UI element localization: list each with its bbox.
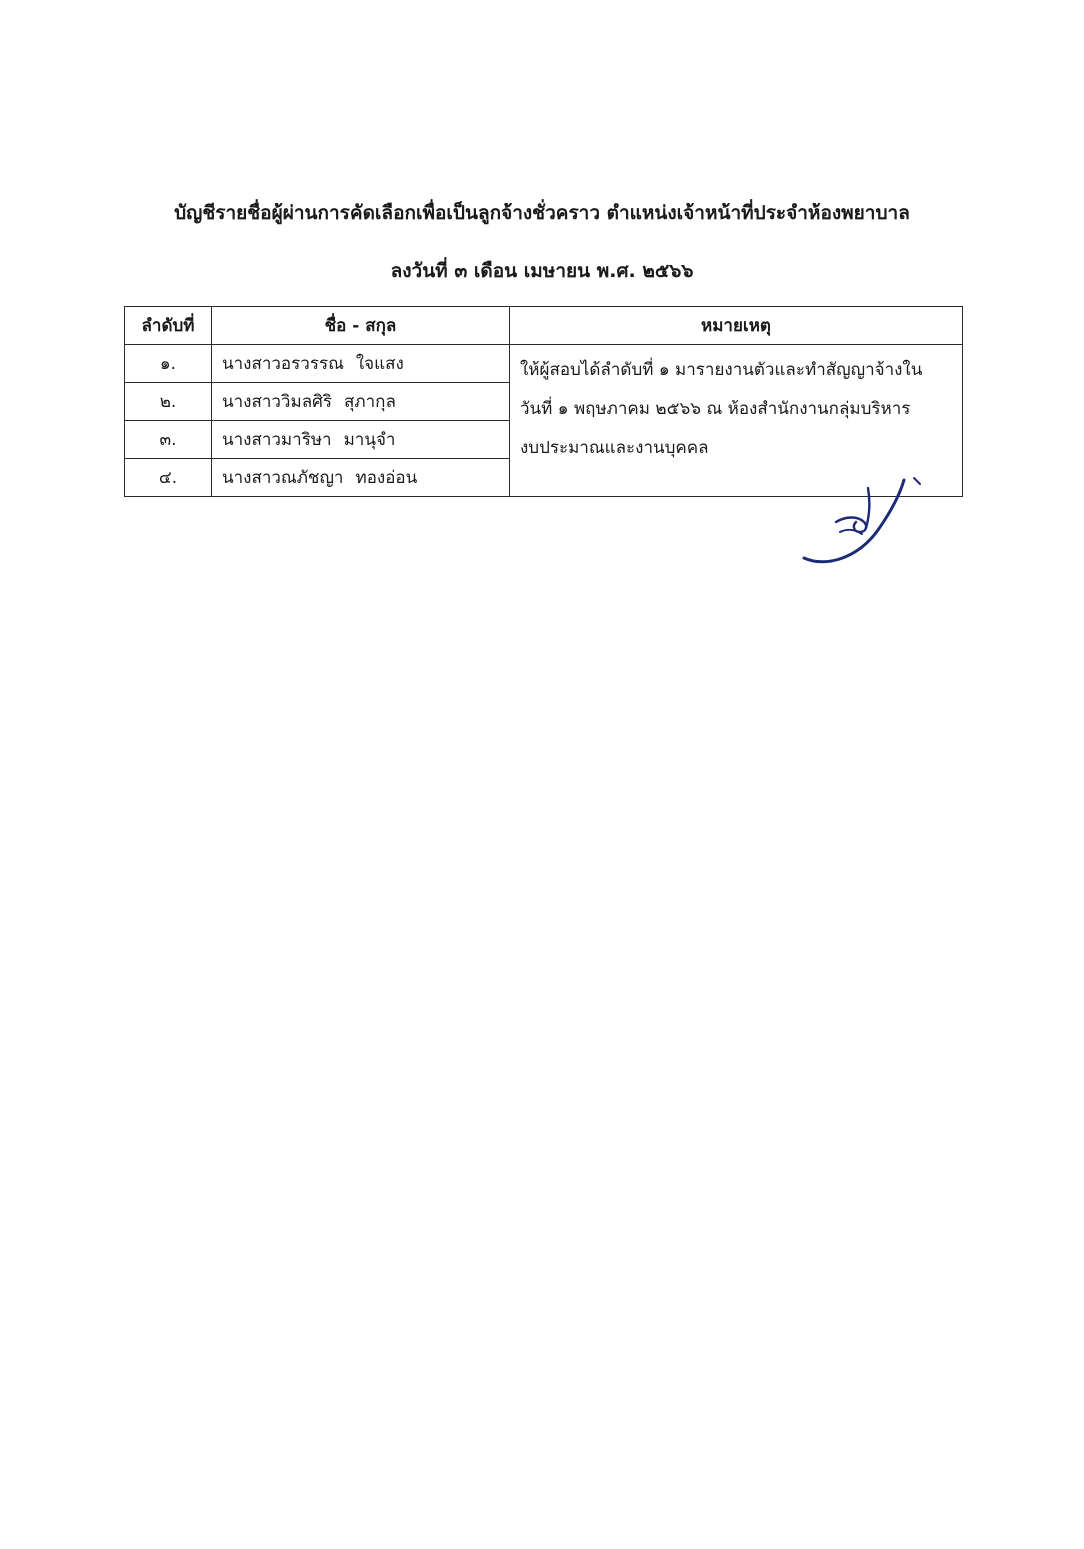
last-name: ทองอ่อน	[355, 468, 418, 488]
row-name	[212, 459, 510, 497]
row-name	[212, 383, 510, 421]
document-date: ลงวันที่ ๓ เดือน เมษายน พ.ศ. ๒๕๖๖	[390, 260, 694, 282]
last-name: สุภากุล	[344, 392, 396, 412]
table-row	[125, 345, 963, 383]
header-name: ชื่อ - สกุล	[212, 307, 510, 345]
first-name: นางสาวณภัชญา	[222, 468, 344, 488]
last-name: มานุจำ	[343, 430, 396, 450]
first-name: นางสาวอรวรรณ	[222, 354, 344, 374]
results-table	[124, 306, 963, 497]
note-line: งบประมาณและงานบุคคล	[520, 438, 709, 458]
row-order: ๑.	[125, 345, 212, 383]
signature-strokes	[804, 478, 920, 562]
first-name: นางสาวมาริษา	[222, 430, 332, 450]
last-name: ใจแสง	[355, 354, 404, 374]
header-note: หมายเหตุ	[510, 307, 963, 345]
row-order: ๓.	[125, 421, 212, 459]
document-title: บัญชีรายชื่อผู้ผ่านการคัดเลือกเพื่อเป็นลูกจ้างชั่วคราว ตำแหน่งเจ้าหน้าที่ประจำห้องพยาบาล	[174, 202, 910, 224]
row-name	[212, 421, 510, 459]
row-name	[212, 345, 510, 383]
row-order: ๔.	[125, 459, 212, 497]
note-line: วันที่ ๑ พฤษภาคม ๒๕๖๖ ณ ห้องสำนักงานกลุ่มบริหาร	[520, 399, 911, 419]
signature	[796, 470, 926, 575]
header-order: ลำดับที่	[125, 307, 212, 345]
table-header-row	[125, 307, 963, 345]
row-order: ๒.	[125, 383, 212, 421]
note-line: ให้ผู้สอบได้ลำดับที่ ๑ มารายงานตัวและทำสัญญาจ้างใน	[520, 360, 923, 380]
first-name: นางสาววิมลศิริ	[222, 392, 333, 412]
